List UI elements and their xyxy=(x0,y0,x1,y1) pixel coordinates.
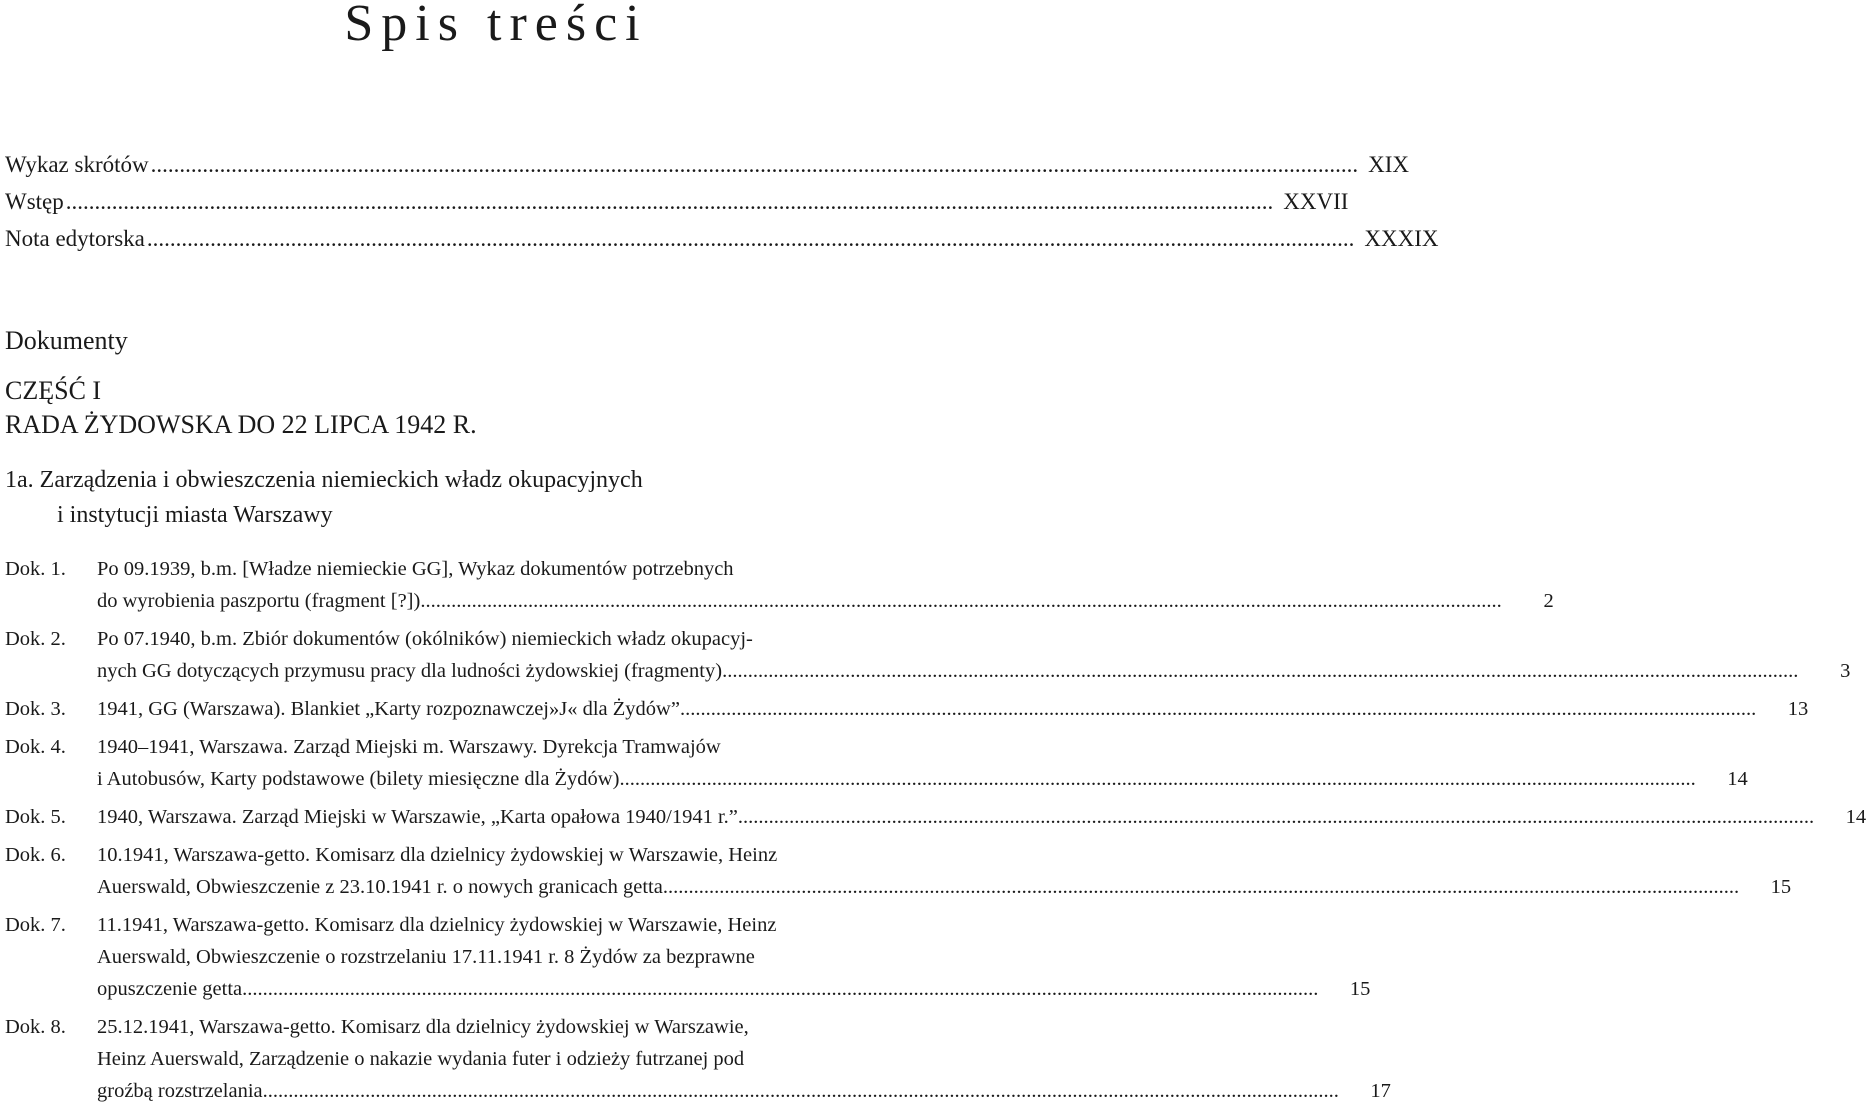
dot-leader xyxy=(663,871,1739,903)
document-page: 13 xyxy=(1787,698,1809,720)
document-page: 3 xyxy=(1840,660,1851,682)
subsection-line: 1a. Zarządzenia i obwieszczenia niemieckich władz okupacyjnych xyxy=(5,467,643,493)
document-number: Dok. 1. xyxy=(5,558,66,580)
description-text: Auerswald, Obwieszczenie z 23.10.1941 r. o nowych granicach getta xyxy=(97,876,663,898)
document-description xyxy=(97,839,1791,903)
description-last-line xyxy=(97,801,1866,833)
description-line: 11.1941, Warszawa-getto. Komisarz dla dzielnicy żydowskiej w Warszawie, Heinz xyxy=(97,914,777,936)
description-text: opuszczenie getta xyxy=(97,978,243,1000)
description-text: 1941, GG (Warszawa). Blankiet „Karty rozpoznawczej»J« dla Żydów” xyxy=(97,698,680,720)
description-last-line xyxy=(97,973,1370,1005)
document-page: 15 xyxy=(1770,876,1792,898)
document-number: Dok. 7. xyxy=(5,914,66,936)
document-number: Dok. 2. xyxy=(5,628,66,650)
document-entry xyxy=(5,801,1866,833)
document-entry xyxy=(5,909,1371,1005)
description-text: 1940, Warszawa. Zarząd Miejski w Warszawie, „Karta opałowa 1940/1941 r.” xyxy=(97,806,738,828)
dot-leader xyxy=(147,226,1355,252)
description-last-line xyxy=(97,763,1748,795)
document-number: Dok. 3. xyxy=(5,698,66,720)
description-line: Heinz Auerswald, Zarządzenie o nakazie wydania futer i odzieży futrzanej pod xyxy=(97,1048,745,1070)
description-last-line xyxy=(97,655,1850,687)
description-text: do wyrobienia paszportu (fragment [?]). xyxy=(97,590,426,612)
description-line: Auerswald, Obwieszczenie o rozstrzelaniu 17.11.1941 r. 8 Żydów za bezprawne xyxy=(97,946,755,968)
toc-entry-label: Nota edytorska xyxy=(5,226,145,251)
section-heading: Dokumenty xyxy=(5,326,128,355)
toc-entry-page: XXVII xyxy=(1283,189,1349,214)
part-heading: CZĘŚĆ I xyxy=(5,376,102,405)
toc-entry-page: XIX xyxy=(1368,152,1409,177)
page-title: Spis treści xyxy=(344,0,648,52)
document-page: 14 xyxy=(1845,806,1866,828)
description-text: groźbą rozstrzelania xyxy=(97,1080,263,1102)
description-line: Po 07.1940, b.m. Zbiór dokumentów (okólników) niemieckich władz okupacyj- xyxy=(97,628,753,650)
document-description xyxy=(97,909,1370,1005)
dot-leader xyxy=(263,1075,1339,1107)
document-page: 2 xyxy=(1543,590,1554,612)
toc-entry-abbreviations xyxy=(5,152,1409,189)
description-line: 10.1941, Warszawa-getto. Komisarz dla dzielnicy żydowskiej w Warszawie, Heinz xyxy=(97,844,778,866)
subsection-heading xyxy=(5,463,643,533)
toc-entry-editorial-note xyxy=(5,226,1439,263)
document-description xyxy=(97,1011,1391,1107)
dot-leader xyxy=(738,801,1814,833)
document-entry xyxy=(5,1011,1391,1107)
document-description xyxy=(97,693,1808,725)
description-last-line xyxy=(97,693,1808,725)
document-number: Dok. 8. xyxy=(5,1016,66,1038)
toc-entry-introduction xyxy=(5,189,1349,226)
document-entry xyxy=(5,731,1748,795)
part-title: RADA ŻYDOWSKA DO 22 LIPCA 1942 R. xyxy=(5,410,477,439)
toc-entry-label: Wykaz skrótów xyxy=(5,152,149,177)
document-entry xyxy=(5,693,1809,725)
dot-leader xyxy=(151,152,1359,178)
document-entry xyxy=(5,553,1554,617)
document-number: Dok. 5. xyxy=(5,806,66,828)
document-description xyxy=(97,801,1866,833)
description-text: nych GG dotyczących przymusu pracy dla ludności żydowskiej (fragmenty) xyxy=(97,660,723,682)
document-description xyxy=(97,731,1748,795)
document-number: Dok. 4. xyxy=(5,736,66,758)
document-description xyxy=(97,553,1554,617)
subsection-line: i instytucji miasta Warszawy xyxy=(57,502,333,528)
dot-leader xyxy=(66,189,1274,215)
document-description xyxy=(97,623,1850,687)
description-last-line xyxy=(97,585,1554,617)
description-last-line xyxy=(97,871,1791,903)
document-page: 15 xyxy=(1349,978,1371,1000)
dot-leader xyxy=(619,763,1695,795)
document-number: Dok. 6. xyxy=(5,844,66,866)
description-line: Po 09.1939, b.m. [Władze niemieckie GG], Wykaz dokumentów potrzebnych xyxy=(97,558,734,580)
front-matter-list xyxy=(5,152,1439,263)
description-line: 25.12.1941, Warszawa-getto. Komisarz dla dzielnicy żydowskiej w Warszawie, xyxy=(97,1016,749,1038)
toc-entry-label: Wstęp xyxy=(5,189,64,214)
description-text: i Autobusów, Karty podstawowe (bilety miesięczne dla Żydów) xyxy=(97,768,620,790)
dot-leader xyxy=(680,693,1756,725)
dot-leader xyxy=(425,585,1501,617)
description-last-line xyxy=(97,1075,1391,1107)
document-list xyxy=(5,553,1866,1107)
document-entry xyxy=(5,623,1851,687)
document-entry xyxy=(5,839,1792,903)
dot-leader xyxy=(722,655,1798,687)
description-line: 1940–1941, Warszawa. Zarząd Miejski m. Warszawy. Dyrekcja Tramwajów xyxy=(97,736,721,758)
document-page: 17 xyxy=(1370,1080,1391,1102)
toc-entry-page: XXXIX xyxy=(1364,226,1439,251)
document-page: 14 xyxy=(1727,768,1748,790)
dot-leader xyxy=(242,973,1318,1005)
